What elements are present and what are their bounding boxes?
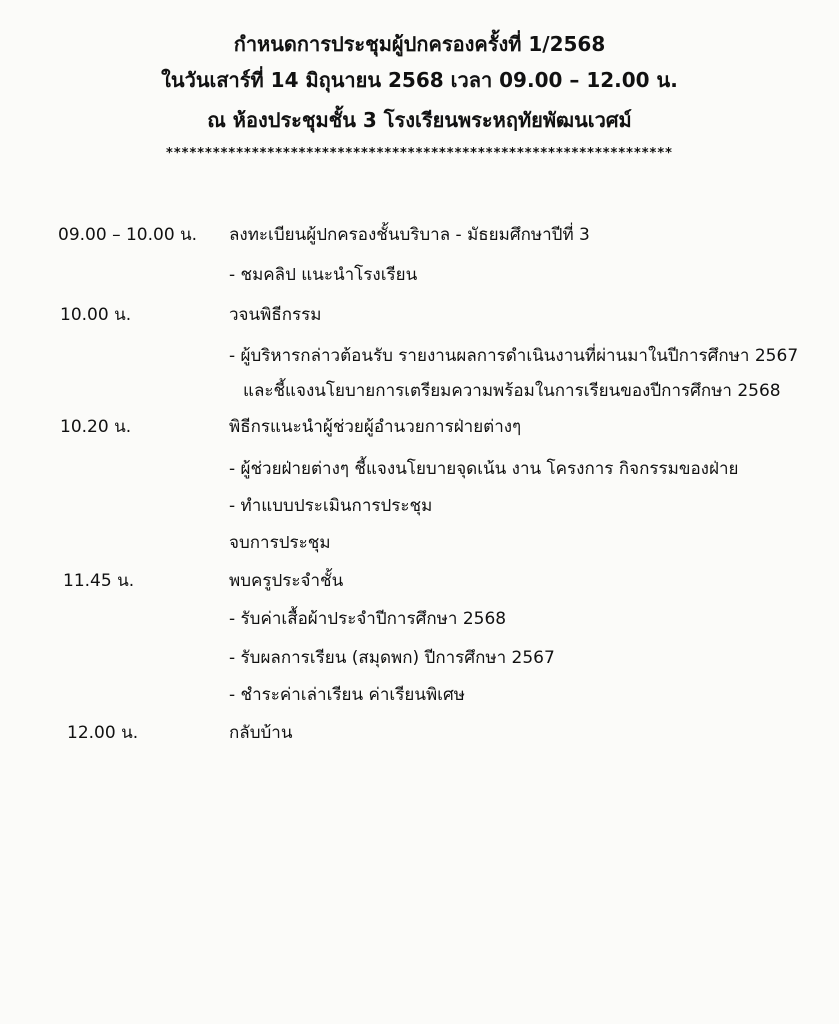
schedule-text: วจนพิธีกรรม	[229, 305, 322, 325]
schedule-row	[0, 716, 839, 750]
asterisk-divider: *****************************************************************	[166, 146, 673, 161]
schedule-row	[0, 339, 839, 373]
schedule-row	[0, 641, 839, 675]
schedule-time: 11.45 น.	[63, 571, 135, 591]
schedule-text: ลงทะเบียนผู้ปกครองชั้นบริบาล - มัธยมศึกษาปีที่ 3	[229, 225, 590, 245]
schedule-text: - รับผลการเรียน (สมุดพก) ปีการศึกษา 2567	[229, 648, 555, 668]
document-date-line: ในวันเสาร์ที่ 14 มิถุนายน 2568 เวลา 09.00 – 12.00 น.	[161, 68, 678, 92]
schedule-row	[0, 526, 839, 560]
schedule-text: และชี้แจงนโยบายการเตรียมความพร้อมในการเรียนของปีการศึกษา 2568	[243, 381, 781, 401]
schedule-row	[0, 452, 839, 486]
document-venue-line: ณ ห้องประชุมชั้น 3 โรงเรียนพระหฤทัยพัฒนเวศม์	[207, 108, 632, 132]
schedule-text: - ชำระค่าเล่าเรียน ค่าเรียนพิเศษ	[229, 685, 465, 705]
schedule-time: 10.00 น.	[60, 305, 132, 325]
schedule-row	[0, 678, 839, 712]
schedule-row	[0, 258, 839, 292]
schedule-row	[0, 218, 839, 252]
schedule-row	[0, 564, 839, 598]
schedule-row	[0, 298, 839, 332]
schedule-text: - ผู้บริหารกล่าวต้อนรับ รายงานผลการดำเนินงานที่ผ่านมาในปีการศึกษา 2567	[229, 346, 799, 366]
schedule-text: - ผู้ช่วยฝ่ายต่างๆ ชี้แจงนโยบายจุดเน้น งาน โครงการ กิจกรรมของฝ่าย	[229, 459, 739, 479]
schedule-text: - ทำแบบประเมินการประชุม	[229, 496, 433, 516]
schedule-text: - ชมคลิป แนะนำโรงเรียน	[229, 265, 418, 285]
document-title: กำหนดการประชุมผู้ปกครองครั้งที่ 1/2568	[233, 32, 606, 56]
schedule-row	[0, 374, 839, 408]
schedule-text: กลับบ้าน	[229, 723, 293, 743]
schedule-row	[0, 489, 839, 523]
schedule-text: พบครูประจำชั้น	[229, 571, 344, 591]
schedule-row	[0, 602, 839, 636]
schedule-text: - รับค่าเสื้อผ้าประจำปีการศึกษา 2568	[229, 609, 507, 629]
schedule-time: 12.00 น.	[67, 723, 139, 743]
schedule-text: พิธีกรแนะนำผู้ช่วยผู้อำนวยการฝ่ายต่างๆ	[229, 417, 522, 437]
schedule-text: จบการประชุม	[229, 533, 331, 553]
schedule-time: 09.00 – 10.00 น.	[58, 225, 198, 245]
schedule-row	[0, 410, 839, 444]
schedule-time: 10.20 น.	[60, 417, 132, 437]
